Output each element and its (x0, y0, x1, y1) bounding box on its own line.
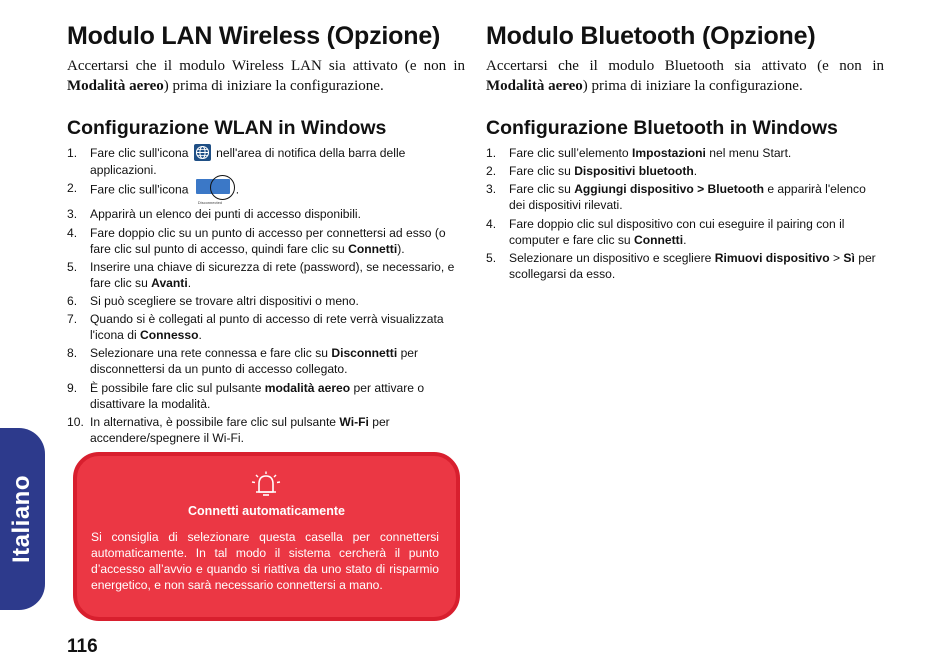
bluetooth-title: Modulo Bluetooth (Opzione) (486, 22, 816, 50)
bluetooth-steps-list (486, 145, 884, 282)
bluetooth-section (486, 18, 884, 284)
page-number: 116 (67, 636, 98, 657)
list-item: 4. Fare doppio clic su un punto di accesso per connettersi ad esso (o fare clic sul punto di accesso, quindi fare clic su Connetti). (67, 225, 446, 256)
auto-connect-note (73, 452, 460, 621)
wireless-lan-title: Modulo LAN Wireless (Opzione) (67, 22, 441, 50)
wlan-steps-list (67, 145, 465, 446)
list-item: 4. Fare doppio clic sul dispositivo con cui eseguire il pairing con il computer e fare clic su Connetti. (486, 216, 845, 247)
list-item: 8. Selezionare una rete connessa e fare clic su Disconnetti per disconnettersi da un punto di accesso collegato. (67, 346, 419, 377)
list-item: 5. Inserire una chiave di sicurezza di rete (password), se necessario, e fare clic su Avanti. (67, 259, 455, 290)
list-item: 6. Si può scegliere se trovare altri dispositivi o meno. (67, 294, 359, 309)
list-item: 3. Fare clic su Aggiungi dispositivo > Bluetooth e apparirà l'elenco dei dispositivi rilevati. (486, 182, 866, 213)
language-label: Italiano (8, 474, 35, 564)
list-item: 7. Quando si è collegati al punto di accesso di rete verrà visualizzata l'icona di Connesso. (67, 312, 444, 343)
list-item: 2. Fare clic su Dispositivi bluetooth. (486, 164, 698, 179)
network-globe-icon (194, 144, 211, 161)
bluetooth-setup-heading: Configurazione Bluetooth in Windows (486, 117, 838, 139)
alert-bell-icon (249, 471, 283, 502)
network-button-icon: Disconnected (196, 178, 236, 199)
list-item: 1. Fare clic sull’elemento Impostazioni nel menu Start. (486, 146, 792, 160)
note-title: Connetti automaticamente (188, 504, 345, 518)
list-item: 3. Apparirà un elenco dei punti di accesso disponibili. (67, 207, 361, 222)
list-item: 9. È possibile fare clic sul pulsante modalità aereo per attivare o disattivare la modalità. (67, 380, 425, 411)
list-item: 10. In alternativa, è possibile fare clic sul pulsante Wi-Fi per accendere/spegnere il Wi-Fi. (67, 414, 390, 445)
list-item: 5. Selezionare un dispositivo e scegliere Rimuovi dispositivo > Sì per scollegarsi da esso. (486, 250, 876, 281)
language-side-tab (0, 428, 45, 610)
wireless-lan-intro: Accertarsi che il modulo Wireless LAN sia attivato (e non in Modalità aereo) prima di iniziare la configurazione. (67, 58, 465, 94)
list-item: 2. Fare clic sull'icona Disconnected . (67, 180, 465, 201)
bluetooth-intro: Accertarsi che il modulo Bluetooth sia attivato (e non in Modalità aereo) prima di iniziare la configurazione. (486, 58, 884, 94)
list-item: 1. Fare clic sull'icona nell'area di notifica della barra delle applicazioni. (67, 146, 406, 178)
note-body: Si consiglia di selezionare questa casella per connettersi automaticamente. In tal modo il sistema cercherà il punto d’accesso all’avvio e quando si riattiva da uno stato di risparmio energetico, e non sarà necessario connettersi a mano. (91, 530, 439, 592)
wlan-setup-heading: Configurazione WLAN in Windows (67, 117, 387, 139)
wireless-lan-section (67, 18, 465, 448)
